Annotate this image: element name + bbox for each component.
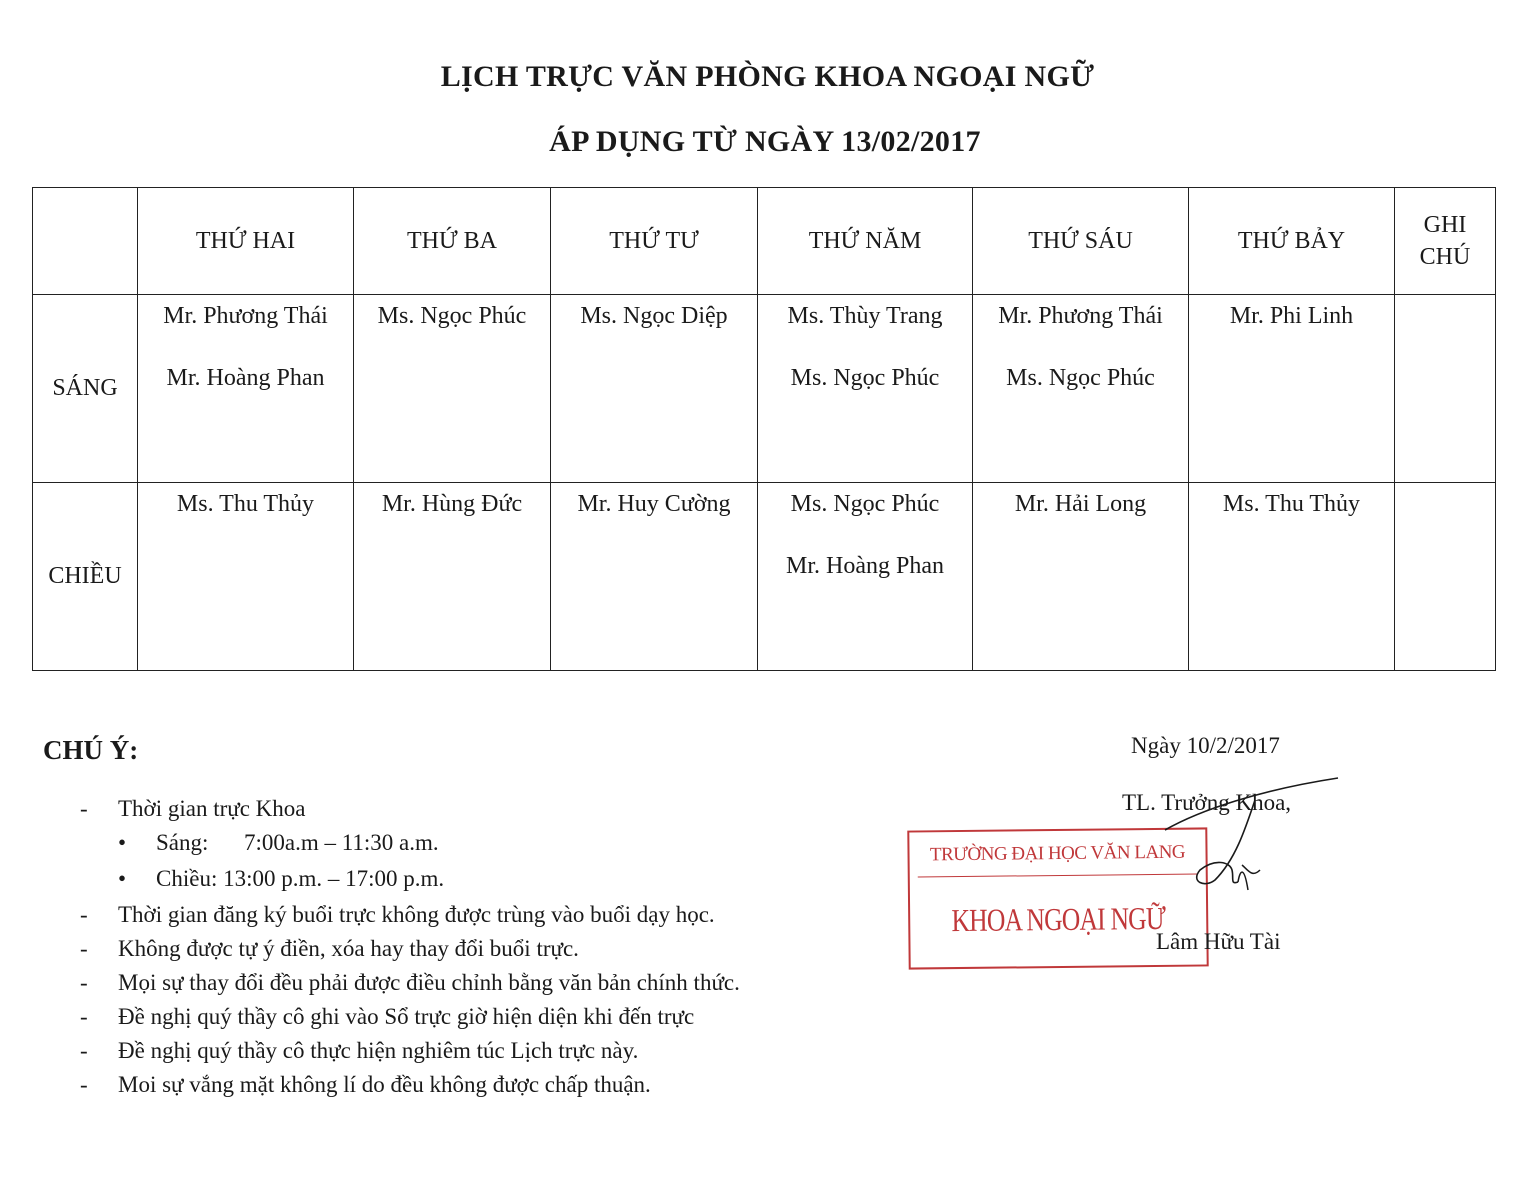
staff-name: Mr. Huy Cường	[577, 491, 731, 517]
schedule-cell	[138, 295, 354, 483]
stamp-university: TRƯỜNG ĐẠI HỌC VĂN LANG	[929, 841, 1186, 866]
time-heading: Thời gian trực Khoa	[118, 796, 306, 821]
row-label: CHIỀU	[33, 483, 138, 671]
staff-name: Ms. Ngọc Phúc	[790, 365, 940, 391]
list-item	[80, 934, 740, 968]
note-text: Đề nghị quý thầy cô ghi vào Sổ trực giờ hiện diện khi đến trực	[118, 1004, 695, 1029]
staff-name: Ms. Thu Thủy	[176, 491, 315, 517]
list-item	[80, 1036, 740, 1070]
staff-name: Ms. Ngọc Phúc	[1006, 365, 1155, 391]
notes-list	[80, 794, 740, 1104]
dash-marker: -	[80, 902, 88, 927]
staff-name: Mr. Phi Linh	[1229, 303, 1354, 329]
table-row	[33, 483, 1496, 671]
schedule-cell	[1189, 483, 1395, 671]
schedule-cell	[1395, 295, 1496, 483]
dash-marker: -	[80, 1004, 88, 1029]
dash-marker: -	[80, 1072, 88, 1097]
staff-name: Ms. Thu Thủy	[1222, 491, 1361, 517]
list-item	[80, 1070, 740, 1104]
document-subtitle: ÁP DỤNG TỪ NGÀY 13/02/2017	[549, 125, 981, 158]
header-thursday: THỨ NĂM	[758, 188, 973, 295]
staff-name: Mr. Hải Long	[1014, 491, 1147, 517]
bullet-marker: •	[118, 866, 127, 891]
staff-name: Mr. Phương Thái	[998, 303, 1163, 329]
note-text: Không được tự ý điền, xóa hay thay đổi buổi trực.	[118, 936, 579, 961]
header-notes: GHI CHÚ	[1395, 188, 1496, 295]
morning-label: Sáng:	[156, 830, 209, 855]
list-item	[80, 900, 740, 934]
list-item	[80, 968, 740, 1002]
staff-name: Mr. Hoàng Phan	[166, 365, 325, 391]
schedule-cell	[354, 483, 551, 671]
staff-name: Ms. Ngọc Phúc	[790, 491, 940, 517]
note-text: Moi sự vắng mặt không lí do đều không được chấp thuận.	[118, 1072, 651, 1097]
table-header-row	[33, 188, 1496, 295]
schedule-cell	[551, 483, 758, 671]
list-item	[80, 1002, 740, 1036]
staff-name: Ms. Thùy Trang	[787, 303, 943, 329]
header-corner	[33, 188, 138, 295]
list-item	[118, 864, 740, 900]
staff-name: Mr. Hùng Đức	[381, 491, 523, 517]
staff-name: Ms. Ngọc Diệp	[580, 303, 728, 329]
dash-marker: -	[80, 936, 88, 961]
note-text: Thời gian đăng ký buổi trực không được trùng vào buổi dạy học.	[118, 902, 715, 927]
header-monday: THỨ HAI	[138, 188, 354, 295]
header-tuesday: THỨ BA	[354, 188, 551, 295]
schedule-cell	[973, 295, 1189, 483]
schedule-cell	[551, 295, 758, 483]
list-item	[80, 794, 740, 900]
dash-marker: -	[80, 796, 88, 821]
note-text: Mọi sự thay đổi đều phải được điều chỉnh bằng văn bản chính thức.	[118, 970, 740, 995]
morning-time: 7:00a.m – 11:30 a.m.	[244, 830, 439, 855]
note-text: Đề nghị quý thầy cô thực hiện nghiêm túc Lịch trực này.	[118, 1038, 639, 1063]
dash-marker: -	[80, 1038, 88, 1063]
signature-role: TL. Trưởng Khoa,	[1122, 790, 1292, 815]
schedule-cell	[1395, 483, 1496, 671]
header-wednesday: THỨ TƯ	[551, 188, 758, 295]
stamp-faculty: KHOA NGOẠI NGỮ	[951, 899, 1166, 939]
staff-name: Ms. Ngọc Phúc	[377, 303, 527, 329]
schedule-cell	[1189, 295, 1395, 483]
staff-name: Mr. Phương Thái	[163, 303, 328, 329]
schedule-cell	[973, 483, 1189, 671]
schedule-cell	[138, 483, 354, 671]
row-label: SÁNG	[33, 295, 138, 483]
bullet-marker: •	[118, 830, 127, 855]
schedule-cell	[758, 483, 973, 671]
duty-schedule-table	[32, 187, 1496, 671]
header-friday: THỨ SÁU	[973, 188, 1189, 295]
signatory-name: Lâm Hữu Tài	[1156, 929, 1281, 954]
signature-date: Ngày 10/2/2017	[1131, 733, 1280, 758]
document-title: LỊCH TRỰC VĂN PHÒNG KHOA NGOẠI NGỮ	[440, 60, 1095, 93]
table-row	[33, 295, 1496, 483]
schedule-cell	[758, 295, 973, 483]
notes-title: CHÚ Ý:	[43, 735, 139, 765]
dash-marker: -	[80, 970, 88, 995]
afternoon-time: Chiều: 13:00 p.m. – 17:00 p.m.	[156, 866, 445, 891]
schedule-cell	[354, 295, 551, 483]
header-saturday: THỨ BẢY	[1189, 188, 1395, 295]
handwritten-signature	[1160, 770, 1340, 910]
stamp-divider	[918, 874, 1198, 878]
list-item	[118, 828, 740, 864]
staff-name: Mr. Hoàng Phan	[786, 553, 944, 579]
